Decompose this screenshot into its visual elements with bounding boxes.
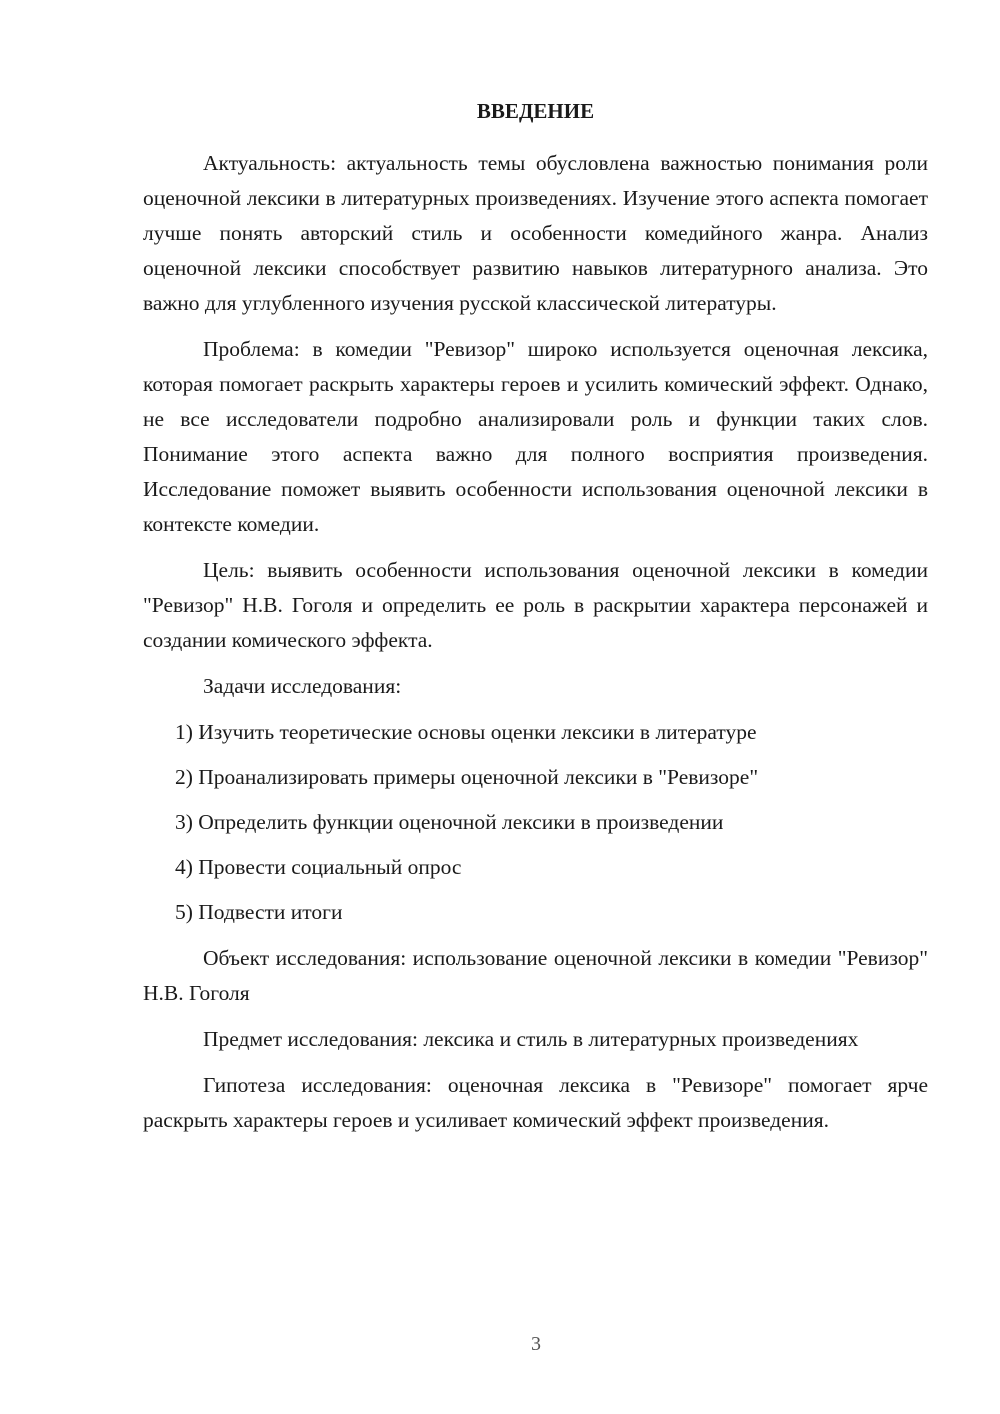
subject-paragraph: Предмет исследования: лексика и стиль в литературных произведениях — [203, 1027, 859, 1051]
section-heading: ВВЕДЕНИЕ — [476, 99, 595, 123]
list-item: 1) Изучить теоретические основы оценки лексики в литературе — [175, 720, 757, 744]
page-content — [143, 94, 928, 1149]
list-item: 2) Проанализировать примеры оценочной лексики в "Ревизоре" — [175, 765, 759, 789]
list-item: 4) Провести социальный опрос — [175, 855, 462, 879]
relevance-paragraph: Актуальность: актуальность темы обусловлена важностью понимания роли оценочной лексики в литературных произведениях. Изучение этого аспекта помогает лучше понять авторский стиль и особенности комедийного жанра. Анализ оценочной лексики способствует развитию навыков литературного анализа. Это важно для углубленного изучения русской классической литературы. — [143, 151, 928, 315]
object-paragraph: Объект исследования: использование оценочной лексики в комедии "Ревизор" Н.В. Гоголя — [143, 946, 928, 1005]
page-number: 3 — [531, 1333, 541, 1355]
list-item: 5) Подвести итоги — [175, 900, 343, 924]
problem-paragraph: Проблема: в комедии "Ревизор" широко используется оценочная лексика, которая помогает раскрыть характеры героев и усилить комический эффект. Однако, не все исследователи подробно анализировали роль и функции таких слов. Понимание этого аспекта важно для полного восприятия произведения. Исследование поможет выявить особенности использования оценочной лексики в контексте комедии. — [143, 337, 928, 536]
hypothesis-paragraph: Гипотеза исследования: оценочная лексика в "Ревизоре" помогает ярче раскрыть характеры героев и усиливает комический эффект произведения. — [143, 1073, 928, 1132]
tasks-list — [143, 715, 928, 930]
tasks-intro: Задачи исследования: — [203, 674, 402, 698]
list-item: 3) Определить функции оценочной лексики в произведении — [175, 810, 724, 834]
goal-paragraph: Цель: выявить особенности использования оценочной лексики в комедии "Ревизор" Н.В. Гоголя и определить ее роль в раскрытии характера персонажей и создании комического эффекта. — [143, 558, 928, 652]
